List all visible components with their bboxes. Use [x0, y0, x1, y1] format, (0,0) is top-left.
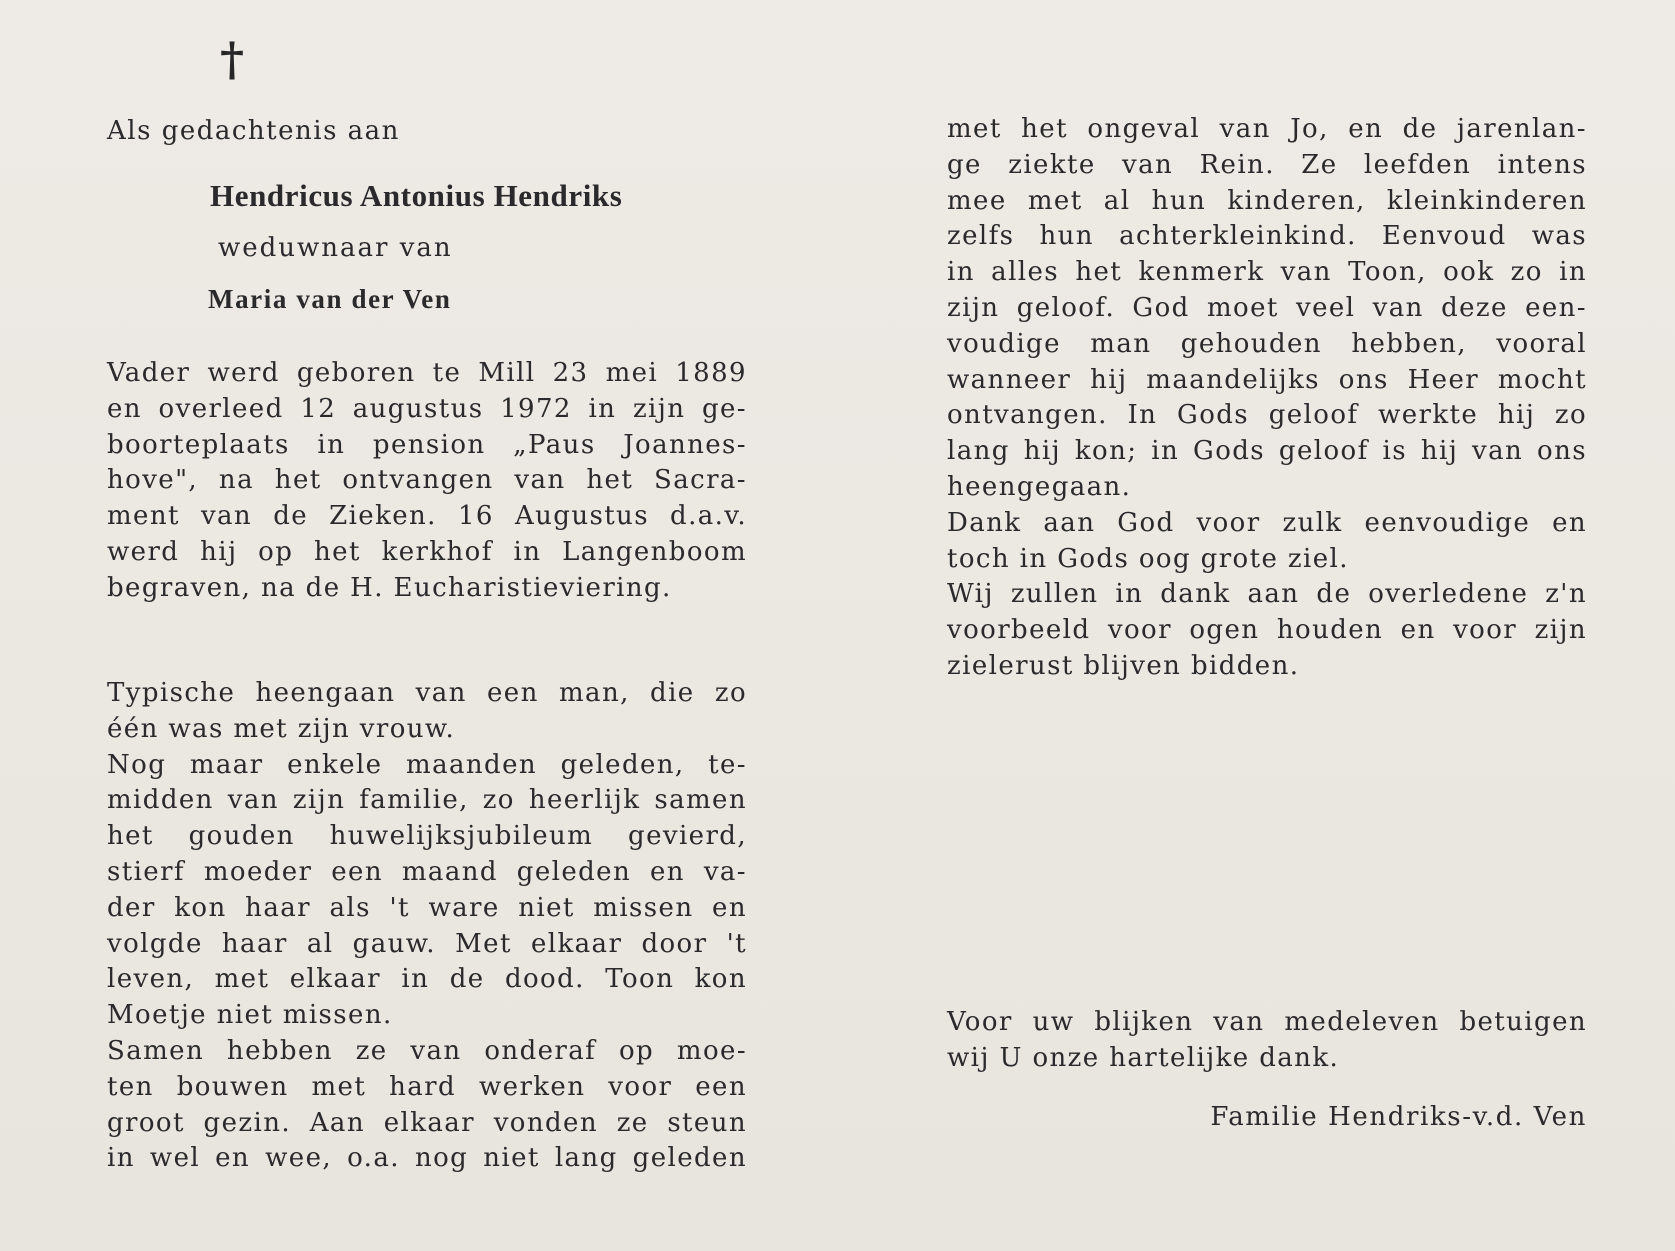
- text-line: hove", na het ontvangen van het Sacra-: [107, 465, 747, 496]
- continuation-paragraph: [947, 112, 1587, 685]
- cross-icon: †: [220, 32, 245, 86]
- text-line: in alles het kenmerk van Toon, ook zo in: [947, 257, 1587, 288]
- relation-text: weduwnaar van: [218, 233, 453, 263]
- text-line: boorteplaats in pension „Paus Joannes-: [107, 429, 747, 460]
- text-line: Voor uw blijken van medeleven betuigen: [947, 1007, 1587, 1037]
- deceased-name: Hendricus Antonius Hendriks: [210, 178, 623, 213]
- text-line: Dank aan God voor zulk eenvoudige en: [947, 507, 1587, 538]
- text-line: ontvangen. In Gods geloof werkte hij zo: [947, 400, 1587, 431]
- text-line: stierf moeder een maand geleden en va-: [107, 856, 747, 887]
- text-line: leven, met elkaar in de dood. Toon kon: [107, 964, 747, 995]
- text-line: zielerust blijven bidden.: [947, 650, 1300, 681]
- text-line: Nog maar enkele maanden geleden, te-: [107, 749, 747, 780]
- text-line: werd hij op het kerkhof in Langenboom: [107, 536, 747, 567]
- family-signature: Familie Hendriks-v.d. Ven: [1210, 1102, 1587, 1132]
- text-line: Samen hebben ze van onderaf op moe-: [107, 1035, 747, 1066]
- text-line: één was met zijn vrouw.: [107, 713, 456, 744]
- text-line: zelfs hun achterkleinkind. Eenvoud was: [947, 221, 1587, 252]
- text-line: Vader werd geboren te Mill 23 mei 1889: [107, 358, 747, 388]
- text-line: het gouden huwelijksjubileum gevierd,: [107, 821, 747, 852]
- thanks-paragraph: [947, 1005, 1587, 1077]
- text-line: voudige man gehouden hebben, vooral: [947, 328, 1587, 359]
- text-line: volgde haar al gauw. Met elkaar door 't: [107, 928, 747, 959]
- text-line: voorbeeld voor ogen houden en voor zijn: [947, 615, 1587, 646]
- text-line: Wij zullen in dank aan de overledene z'n: [947, 579, 1587, 610]
- text-line: zijn geloof. God moet veel van deze een-: [947, 292, 1587, 323]
- text-line: groot gezin. Aan elkaar vonden ze steun: [107, 1107, 747, 1138]
- tribute-paragraph: [107, 676, 747, 1177]
- text-line: ten bouwen met hard werken voor een: [107, 1071, 747, 1102]
- text-line: midden van zijn familie, zo heerlijk samen: [107, 785, 747, 816]
- text-line: wanneer hij maandelijks ons Heer mocht: [947, 364, 1587, 395]
- text-line: Moetje niet missen.: [107, 1000, 393, 1031]
- text-line: ment van de Zieken. 16 Augustus d.a.v.: [107, 501, 747, 532]
- text-line: begraven, na de H. Eucharistieviering.: [107, 572, 672, 603]
- spouse-name: Maria van der Ven: [208, 284, 452, 314]
- text-line: en overleed 12 augustus 1972 in zijn ge-: [107, 393, 747, 424]
- text-line: met het ongeval van Jo, en de jarenlan-: [947, 114, 1587, 144]
- text-line: in wel en wee, o.a. nog niet lang geleden: [107, 1143, 747, 1174]
- text-line: heengegaan.: [947, 471, 1132, 502]
- text-line: wij U onze hartelijke dank.: [947, 1042, 1340, 1073]
- text-line: mee met al hun kinderen, kleinkinderen: [947, 185, 1587, 216]
- biography-paragraph: [107, 356, 747, 607]
- text-line: toch in Gods oog grote ziel.: [947, 543, 1349, 574]
- text-line: lang hij kon; in Gods geloof is hij van ons: [947, 436, 1587, 467]
- text-line: Typische heengaan van een man, die zo: [107, 678, 747, 708]
- intro-text: Als gedachtenis aan: [107, 116, 400, 146]
- text-line: ge ziekte van Rein. Ze leefden intens: [947, 149, 1587, 180]
- text-line: der kon haar als 't ware niet missen en: [107, 892, 747, 923]
